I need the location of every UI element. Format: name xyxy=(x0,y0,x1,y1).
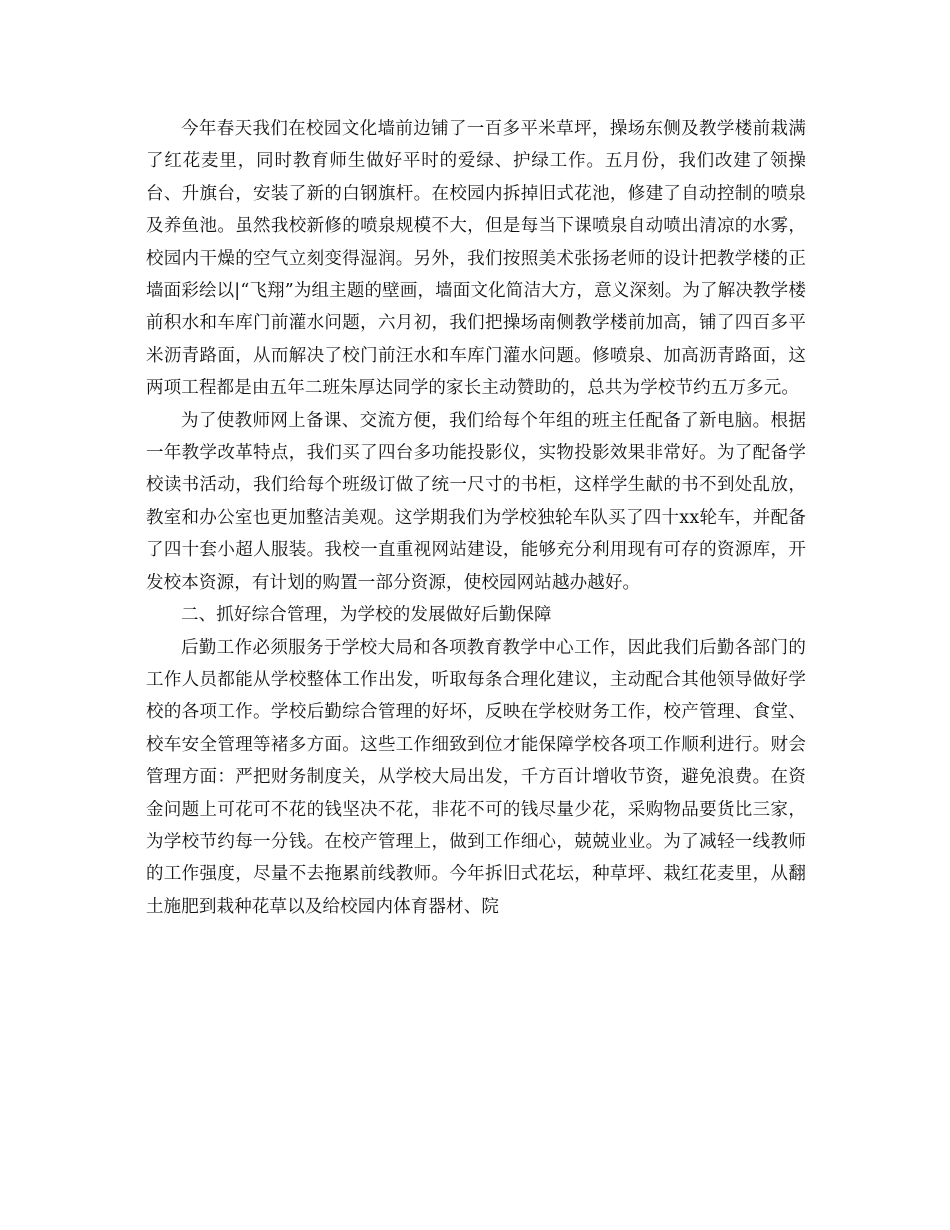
paragraph-campus-greening: 今年春天我们在校园文化墙前边铺了一百多平米草坪，操场东侧及教学楼前栽满了红花麦里，同时教育师生做好平时的爱绿、护绿工作。五月份，我们改建了领操台、升旗台，安装了新的白钢旗杆。在校园内拆掉旧式花池，修建了自动控制的喷泉及养鱼池。虽然我校新修的喷泉规模不大，但是每当下课喷泉自动喷出清凉的水雾，校园内干燥的空气立刻变得湿润。另外，我们按照美术张扬老师的设计把教学楼的正墙面彩绘以|“飞翔”为组主题的壁画，墙面文化简洁大方，意义深刻。为了解决教学楼前积水和车库门前灌水问题，六月初，我们把操场南侧教学楼前加高，铺了四百多平米沥青路面，从而解决了校门前汪水和车库门灌水问题。修喷泉、加高沥青路面，这两项工程都是由五年二班朱厚达同学的家长主动赞助的，总共为学校节约五万多元。 xyxy=(146,119,806,399)
document-body xyxy=(146,113,806,923)
section-heading: 二、抓好综合管理，为学校的发展做好后勤保障 xyxy=(181,605,552,626)
paragraph-equipment-purchase: 为了使教师网上备课、交流方便，我们给每个年组的班主任配备了新电脑。根据一年教学改革特点，我们买了四台多功能投影仪，实物投影效果非常好。为了配备学校读书活动，我们给每个班级订做了统一尺寸的书柜，这样学生献的书不到处乱放，教室和办公室也更加整洁美观。这学期我们为学校独轮车队买了四十xx轮车，并配备了四十套小超人服装。我校一直重视网站建设，能够充分利用现有可存的资源库，开发校本资源，有计划的购置一部分资源，使校园网站越办越好。 xyxy=(146,410,806,593)
paragraph-logistics-management: 后勤工作必须服务于学校大局和各项教育教学中心工作，因此我们后勤各部门的工作人员都能从学校整体工作出发，听取每条合理化建议，主动配合其他领导做好学校的各项工作。学校后勤综合管理的好坏，反映在学校财务工作，校产管理、食堂、校车安全管理等褚多方面。这些工作细致到位才能保障学校各项工作顺利进行。财会管理方面：严把财务制度关，从学校大局出发，千方百计增收节资，避免浪费。在资金问题上可花可不花的钱坚决不花，非花不可的钱尽量少花，采购物品要货比三家，为学校节约每一分钱。在校产管理上，做到工作细心，兢兢业业。为了减轻一线教师的工作强度，尽量不去拖累前线教师。今年拆旧式花坛，种草坪、栽红花麦里，从翻土施肥到栽种花草以及给校园内体育器材、院 xyxy=(146,637,806,917)
